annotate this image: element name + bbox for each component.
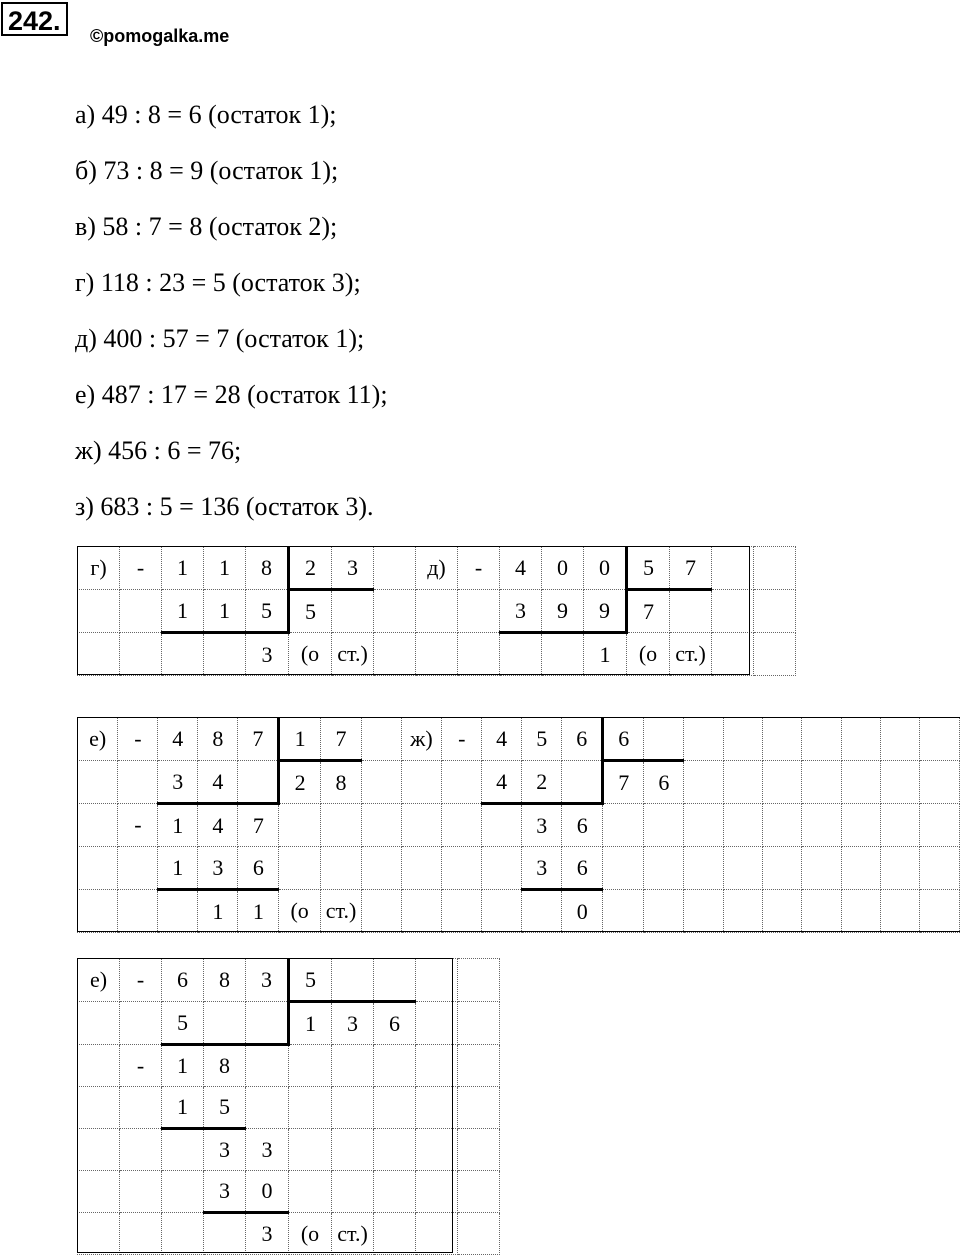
grid-cell <box>603 890 644 933</box>
grid-cell <box>482 890 522 933</box>
grid-cell <box>416 1002 458 1045</box>
grid-row <box>78 718 960 761</box>
grid-cell <box>416 1087 458 1129</box>
grid-cell: 6 <box>644 761 684 804</box>
grid-cell <box>78 761 118 804</box>
grid-cell: 7 <box>603 761 644 804</box>
grid-cell: 6 <box>562 804 603 847</box>
grid-cell <box>442 847 482 890</box>
grid-cell: 5 <box>204 1087 246 1129</box>
grid-cell: 7 <box>320 718 361 761</box>
grid-cell: 6 <box>374 1002 416 1045</box>
grid-cell <box>78 890 118 933</box>
grid-cell <box>920 847 960 890</box>
grid-cell: 8 <box>246 547 289 590</box>
grid-cell <box>362 718 401 761</box>
grid-cell <box>279 804 320 847</box>
grid-cell <box>763 847 802 890</box>
grid-cell <box>684 804 723 847</box>
grid-cell: 3 <box>246 633 289 676</box>
answer-line-z: з) 683 : 5 = 136 (остаток 3). <box>75 492 374 521</box>
grid-cell <box>120 1129 162 1171</box>
grid-cell <box>120 1171 162 1213</box>
grid-cell <box>416 1213 458 1255</box>
grid-cell <box>522 890 562 933</box>
grid-cell: 1 <box>158 804 198 847</box>
grid-cell <box>920 804 960 847</box>
grid-cell <box>841 761 880 804</box>
grid-cell: 3 <box>204 1129 246 1171</box>
grid-cell: (о <box>289 1213 332 1255</box>
grid-cell <box>289 1129 332 1171</box>
grid-cell <box>401 847 442 890</box>
grid-cell <box>374 1045 416 1087</box>
grid-cell <box>802 804 841 847</box>
grid-cell <box>332 590 374 633</box>
grid-cell: 4 <box>500 547 542 590</box>
grid-cell <box>158 890 198 933</box>
grid-cell <box>162 1213 204 1255</box>
grid-cell <box>120 590 162 633</box>
grid-cell: 5 <box>522 718 562 761</box>
grid-cell: - <box>120 959 162 1002</box>
grid-cell <box>458 959 500 1002</box>
grid-cell <box>841 804 880 847</box>
grid-cell: 1 <box>289 1002 332 1045</box>
grid-cell: 1 <box>584 633 627 676</box>
grid-cell: 7 <box>627 590 670 633</box>
grid-cell: ст.) <box>320 890 361 933</box>
grid-row <box>78 1213 500 1255</box>
grid-cell <box>723 847 762 890</box>
grid-cell <box>416 1171 458 1213</box>
grid-cell: 1 <box>198 890 238 933</box>
grid-cell <box>416 1045 458 1087</box>
grid-cell <box>881 761 920 804</box>
grid-cell <box>416 590 458 633</box>
grid-cell <box>374 1213 416 1255</box>
grid-cell: ст.) <box>332 633 374 676</box>
grid-cell: 8 <box>320 761 361 804</box>
grid-cell <box>416 633 458 676</box>
grid-cell <box>204 1213 246 1255</box>
grid-cell: 6 <box>562 718 603 761</box>
grid-cell <box>723 761 762 804</box>
grid-cell: 3 <box>332 1002 374 1045</box>
grid-cell <box>401 804 442 847</box>
grid-row <box>78 1002 500 1045</box>
grid-cell <box>442 804 482 847</box>
grid-cell <box>754 633 796 676</box>
grid-cell: 1 <box>162 547 204 590</box>
grid-cell: 4 <box>482 761 522 804</box>
grid-cell <box>881 890 920 933</box>
grid-cell <box>78 1213 120 1255</box>
grid-cell <box>603 847 644 890</box>
grid-cell <box>118 890 158 933</box>
grid-cell <box>712 590 754 633</box>
grid-cell: 4 <box>158 718 198 761</box>
grid-cell: 1 <box>238 890 279 933</box>
grid-cell: 3 <box>198 847 238 890</box>
grid-cell: 1 <box>204 547 246 590</box>
grid-cell <box>920 718 960 761</box>
grid-cell: 4 <box>482 718 522 761</box>
grid-cell <box>920 761 960 804</box>
grid-cell: 0 <box>246 1171 289 1213</box>
grid-cell <box>881 804 920 847</box>
grid-cell <box>442 761 482 804</box>
grid-cell: 1 <box>204 590 246 633</box>
grid-cell <box>162 1129 204 1171</box>
grid-cell: 1 <box>158 847 198 890</box>
grid-cell <box>78 847 118 890</box>
grid-row <box>78 847 960 890</box>
grid-cell <box>458 1129 500 1171</box>
grid-cell: (о <box>627 633 670 676</box>
answer-line-b: б) 73 : 8 = 9 (остаток 1); <box>75 156 339 185</box>
grid-cell: - <box>120 1045 162 1087</box>
grid-cell <box>289 1171 332 1213</box>
grid-cell: 5 <box>246 590 289 633</box>
grid-cell <box>482 804 522 847</box>
grid-cell <box>120 1002 162 1045</box>
grid-cell <box>289 1045 332 1087</box>
grid-cell <box>763 761 802 804</box>
grid-cell <box>120 633 162 676</box>
grid-cell <box>603 804 644 847</box>
grid-cell <box>802 890 841 933</box>
grid-cell <box>684 890 723 933</box>
grid-cell <box>332 959 374 1002</box>
grid-cell <box>881 718 920 761</box>
grid-cell <box>289 1087 332 1129</box>
grid-cell: 8 <box>204 959 246 1002</box>
grid-cell: - <box>442 718 482 761</box>
answer-line-d: д) 400 : 57 = 7 (остаток 1); <box>75 324 365 353</box>
grid-cell <box>542 633 584 676</box>
grid-cell <box>841 847 880 890</box>
answer-line-g: г) 118 : 23 = 5 (остаток 3); <box>75 268 361 297</box>
grid-cell: 6 <box>603 718 644 761</box>
grid-cell <box>332 1045 374 1087</box>
grid-cell: 8 <box>198 718 238 761</box>
grid-cell <box>374 547 416 590</box>
grid-cell <box>684 847 723 890</box>
grid-cell <box>78 804 118 847</box>
grid-row <box>78 804 960 847</box>
grid-cell: г) <box>78 547 120 590</box>
grid-cell <box>458 1045 500 1087</box>
grid-cell <box>204 633 246 676</box>
grid-cell: ж) <box>401 718 442 761</box>
grid-cell <box>723 890 762 933</box>
grid-cell <box>374 1129 416 1171</box>
grid-cell <box>162 1171 204 1213</box>
grid-cell: 3 <box>204 1171 246 1213</box>
grid-cell: 4 <box>198 761 238 804</box>
grid-cell: 0 <box>562 890 603 933</box>
grid-cell <box>162 633 204 676</box>
grid-row <box>78 1087 500 1129</box>
grid-cell: 9 <box>542 590 584 633</box>
grid-cell <box>754 590 796 633</box>
grid-cell: 7 <box>670 547 712 590</box>
grid-row <box>78 890 960 933</box>
grid-cell <box>246 1002 289 1045</box>
grid-cell <box>332 1129 374 1171</box>
grid-cell <box>78 1129 120 1171</box>
grid-cell <box>204 1002 246 1045</box>
grid-cell <box>644 890 684 933</box>
grid-cell: 3 <box>158 761 198 804</box>
grid-cell <box>644 718 684 761</box>
answer-line-a: а) 49 : 8 = 6 (остаток 1); <box>75 100 337 129</box>
grid-cell <box>684 718 723 761</box>
grid-cell: 2 <box>279 761 320 804</box>
grid-cell <box>78 1045 120 1087</box>
grid-cell <box>401 890 442 933</box>
grid-cell: е) <box>78 718 118 761</box>
grid-row <box>78 959 500 1002</box>
grid-cell: 5 <box>627 547 670 590</box>
grid-cell <box>754 547 796 590</box>
grid-cell <box>78 633 120 676</box>
grid-cell: 6 <box>238 847 279 890</box>
grid-cell <box>362 761 401 804</box>
grid-cell <box>723 718 762 761</box>
grid-cell <box>78 590 120 633</box>
grid-cell: 4 <box>198 804 238 847</box>
grid-cell <box>246 1045 289 1087</box>
grid-cell: 3 <box>500 590 542 633</box>
exercise-number: 242. <box>1 2 68 36</box>
grid-cell <box>881 847 920 890</box>
grid-cell <box>562 761 603 804</box>
grid-cell <box>362 890 401 933</box>
site-watermark: ©pomogalka.me <box>90 26 230 46</box>
grid-cell <box>500 633 542 676</box>
grid-cell: (о <box>279 890 320 933</box>
grid-cell <box>416 1129 458 1171</box>
grid-cell <box>712 547 754 590</box>
grid-cell <box>802 847 841 890</box>
grid-cell <box>458 590 500 633</box>
grid-row <box>78 547 796 590</box>
grid-cell: - <box>118 718 158 761</box>
grid-cell <box>362 804 401 847</box>
grid-cell <box>120 1213 162 1255</box>
grid-cell: 5 <box>289 959 332 1002</box>
long-division-grid-g-d <box>77 546 796 676</box>
grid-cell: 5 <box>162 1002 204 1045</box>
grid-cell: д) <box>416 547 458 590</box>
grid-cell <box>279 847 320 890</box>
grid-cell <box>841 890 880 933</box>
grid-cell <box>374 633 416 676</box>
grid-cell <box>332 1087 374 1129</box>
grid-cell <box>332 1171 374 1213</box>
grid-cell: (о <box>289 633 332 676</box>
grid-cell <box>920 890 960 933</box>
grid-row <box>78 633 796 676</box>
grid-cell: 0 <box>542 547 584 590</box>
grid-cell <box>644 847 684 890</box>
grid-cell: 1 <box>162 1087 204 1129</box>
grid-cell <box>763 804 802 847</box>
grid-cell: - <box>458 547 500 590</box>
grid-cell <box>684 761 723 804</box>
answer-line-zh: ж) 456 : 6 = 76; <box>75 436 242 465</box>
long-division-grid-z <box>77 958 500 1255</box>
grid-cell <box>362 847 401 890</box>
grid-cell: 6 <box>562 847 603 890</box>
grid-cell: 0 <box>584 547 627 590</box>
grid-cell: 1 <box>162 590 204 633</box>
grid-cell <box>458 1002 500 1045</box>
grid-cell <box>120 1087 162 1129</box>
grid-cell <box>320 847 361 890</box>
grid-cell: 3 <box>522 804 562 847</box>
grid-cell <box>374 1171 416 1213</box>
grid-row <box>78 590 796 633</box>
grid-cell <box>246 1087 289 1129</box>
grid-cell <box>78 1171 120 1213</box>
grid-cell <box>458 1213 500 1255</box>
grid-cell <box>712 633 754 676</box>
grid-cell: 3 <box>332 547 374 590</box>
grid-cell: 2 <box>522 761 562 804</box>
grid-cell: ст.) <box>332 1213 374 1255</box>
grid-cell: 1 <box>279 718 320 761</box>
grid-cell: - <box>118 804 158 847</box>
grid-cell <box>78 1087 120 1129</box>
grid-cell: ст.) <box>670 633 712 676</box>
grid-cell: 3 <box>522 847 562 890</box>
grid-cell <box>644 804 684 847</box>
grid-cell: 9 <box>584 590 627 633</box>
grid-cell: 3 <box>246 959 289 1002</box>
grid-cell <box>458 633 500 676</box>
grid-cell <box>374 590 416 633</box>
grid-cell <box>802 761 841 804</box>
answer-line-e: е) 487 : 17 = 28 (остаток 11); <box>75 380 388 409</box>
grid-row <box>78 1129 500 1171</box>
grid-cell <box>802 718 841 761</box>
grid-cell: 1 <box>162 1045 204 1087</box>
grid-row <box>78 1045 500 1087</box>
grid-cell: 2 <box>289 547 332 590</box>
grid-cell <box>670 590 712 633</box>
long-division-grid-e-zh <box>77 717 960 933</box>
grid-cell <box>482 847 522 890</box>
grid-cell: е) <box>78 959 120 1002</box>
grid-cell <box>118 847 158 890</box>
grid-cell <box>458 1171 500 1213</box>
grid-cell <box>401 761 442 804</box>
grid-cell <box>416 959 458 1002</box>
grid-cell <box>723 804 762 847</box>
grid-cell <box>374 959 416 1002</box>
grid-cell <box>442 890 482 933</box>
grid-cell: 3 <box>246 1213 289 1255</box>
grid-cell <box>763 718 802 761</box>
grid-cell <box>118 761 158 804</box>
grid-cell: 6 <box>162 959 204 1002</box>
grid-cell <box>78 1002 120 1045</box>
grid-cell <box>841 718 880 761</box>
grid-cell: 3 <box>246 1129 289 1171</box>
grid-row <box>78 1171 500 1213</box>
grid-cell <box>374 1087 416 1129</box>
grid-cell <box>238 761 279 804</box>
grid-cell: 7 <box>238 718 279 761</box>
answer-line-v: в) 58 : 7 = 8 (остаток 2); <box>75 212 338 241</box>
grid-cell <box>458 1087 500 1129</box>
grid-row <box>78 761 960 804</box>
grid-cell: 7 <box>238 804 279 847</box>
grid-cell: 8 <box>204 1045 246 1087</box>
grid-cell: 5 <box>289 590 332 633</box>
grid-cell: - <box>120 547 162 590</box>
grid-cell <box>763 890 802 933</box>
grid-cell <box>320 804 361 847</box>
